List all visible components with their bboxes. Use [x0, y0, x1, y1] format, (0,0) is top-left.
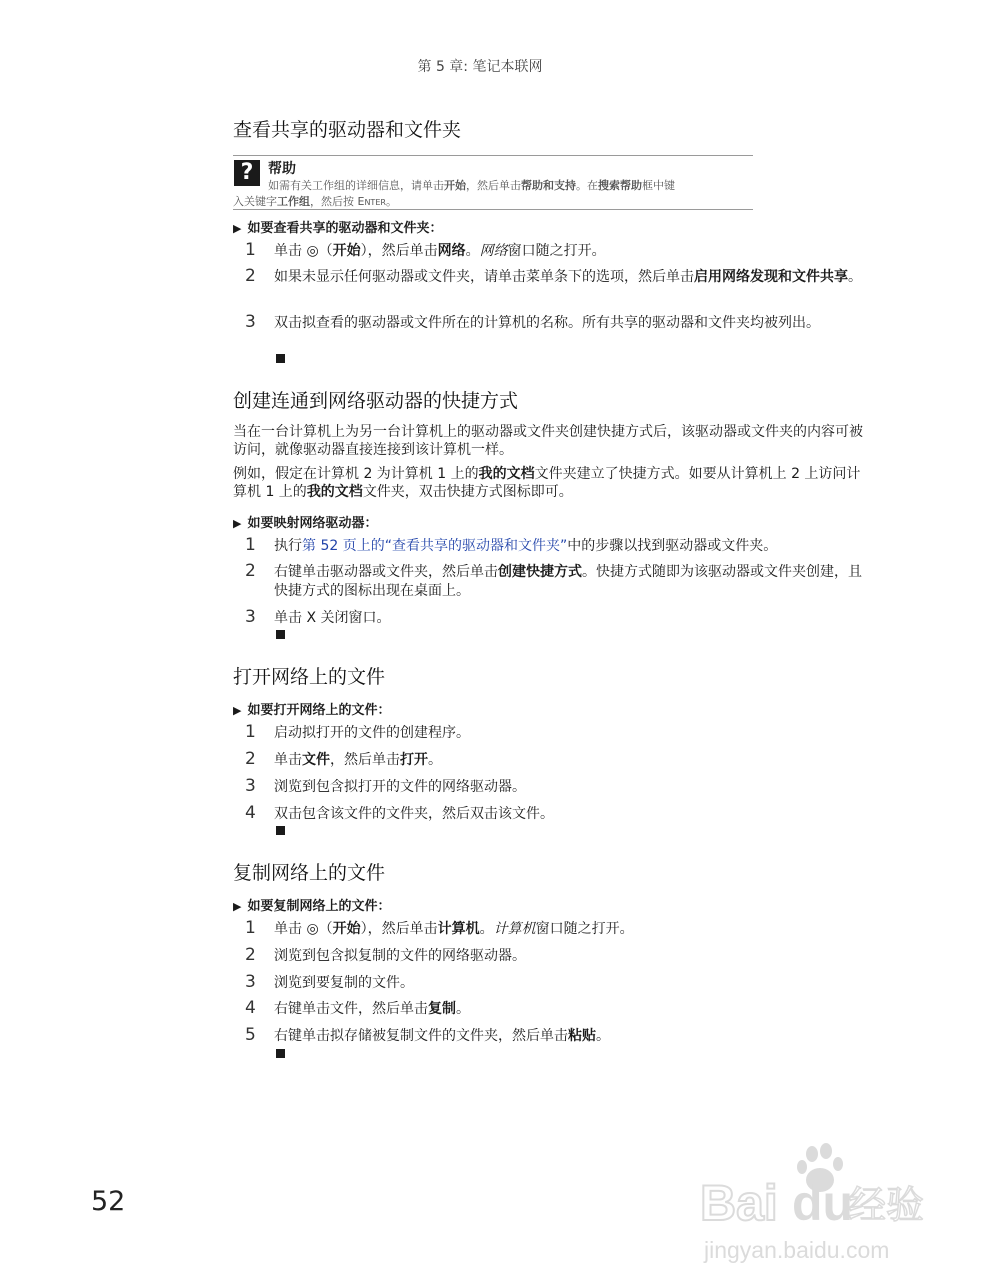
triangle-bullet-icon: ▶ — [233, 704, 242, 717]
paragraph: 当在一台计算机上为另一台计算机上的驱动器或文件夹创建快捷方式后，该驱动器或文件夹的内容可被访问，就像驱动器直接连接到该计算机一样。 — [233, 424, 863, 458]
start-icon: ◎ — [306, 243, 319, 259]
svg-text:经验: 经验 — [848, 1183, 925, 1227]
section-title-create-shortcut: 创建连通到网络驱动器的快捷方式 — [233, 390, 519, 412]
svg-text:jingyan.baidu.com: jingyan.baidu.com — [704, 1237, 890, 1263]
cross-reference-link[interactable]: 第 52 页上的“查看共享的驱动器和文件夹” — [302, 538, 568, 554]
end-marker — [276, 354, 285, 363]
svg-text:du: du — [792, 1175, 854, 1231]
section-title-open-file: 打开网络上的文件 — [233, 666, 386, 688]
start-icon: ◎ — [306, 921, 319, 937]
paragraph: 例如，假定在计算机 2 为计算机 1 上的我的文档文件夹建立了快捷方式。如要从计算机上 2 上访问计算机 1 上的我的文档文件夹，双击快捷方式图标即可。 — [233, 466, 861, 500]
procedure-heading: ▶ 如要查看共享的驱动器和文件夹： — [233, 221, 443, 236]
triangle-bullet-icon: ▶ — [233, 517, 242, 530]
help-text-line2: 入关键字工作组，然后按 Enter。 — [233, 195, 397, 208]
question-icon: ? — [234, 160, 260, 186]
help-text-line1: 如需有关工作组的详细信息，请单击开始，然后单击帮助和支持。在搜索帮助框中键 — [268, 179, 675, 192]
chapter-header: 第 5 章: 笔记本联网 — [417, 59, 543, 75]
help-title: 帮助 — [268, 161, 296, 177]
svg-text:Bai: Bai — [700, 1175, 778, 1231]
end-marker — [276, 826, 285, 835]
baidu-paw-icon — [700, 1140, 960, 1270]
triangle-bullet-icon: ▶ — [233, 900, 242, 913]
baidu-watermark — [700, 1140, 960, 1270]
procedure-heading: ▶ 如要复制网络上的文件： — [233, 899, 391, 914]
procedure-heading: ▶ 如要打开网络上的文件： — [233, 703, 391, 718]
procedure-heading: ▶ 如要映射网络驱动器： — [233, 516, 378, 531]
end-marker — [276, 1049, 285, 1058]
section-title-copy-file: 复制网络上的文件 — [233, 862, 386, 884]
end-marker — [276, 630, 285, 639]
triangle-bullet-icon: ▶ — [233, 222, 242, 235]
page-number: 52 — [91, 1186, 126, 1217]
help-box — [233, 155, 753, 210]
section-title-view-shared: 查看共享的驱动器和文件夹 — [233, 119, 462, 141]
